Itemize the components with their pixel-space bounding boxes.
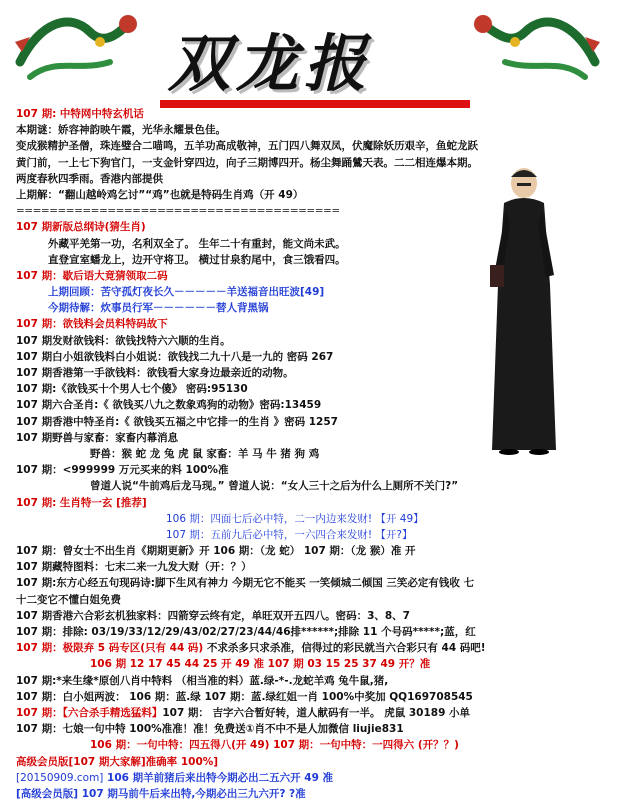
line-segment: 107 期：极限弃 5 码专区(只有 44 码) [16,642,204,655]
text-line-11 [16,268,606,284]
line-segment: 107 期: 生肖特一玄 [推荐] [16,496,147,509]
line-segment: 107 期香港中特圣肖:《 欲钱买五福之中它排一的生肖 》密码 1257 [16,415,338,428]
text-line-13 [16,300,606,316]
line-segment: 107 期：【六合杀手精选猛料】 [16,706,163,719]
text-line-39 [16,721,606,737]
line-segment: 106 期：一句中特：四五得八(开 49) 107 期：一句中特：一四得六 (开？？) [90,739,459,752]
text-line-9 [16,236,606,252]
line-segment: 十二变它不懂白姐免费 [16,593,121,606]
text-line-7 [16,203,606,219]
text-line-20 [16,414,606,430]
line-segment: 107 期发财欲钱料：欲钱找特六六顺的生肖。 [16,334,231,347]
page-title: 双龙报 [168,27,373,100]
line-segment: 107 期：排除: 03/19/33/12/29/43/02/27/23/44/46排******;排除 11 个号码*****;蓝，红 [16,626,476,638]
line-segment: 107 期：歇后语大竟猜领取二码 [16,269,168,282]
text-line-6 [16,187,606,203]
line-segment: 107 期：白小姐两波： 106 期：蓝.绿 107 期：蓝.绿红姐一肖 100%中奖加 QQ169708545 [16,690,473,703]
text-line-26 [16,511,606,527]
main-content [16,106,606,802]
text-line-38 [16,705,606,721]
line-segment: 两度春秋四季雨。香港内部提供 [16,172,163,185]
text-line-30 [16,575,606,591]
line-segment: 107 期:《欲钱买十个男人七个傻》 密码:95130 [16,383,248,396]
line-segment: 107 期：<999999 万元买来的料 100%准 [16,464,229,477]
text-line-1 [16,106,606,122]
line-segment: 中特网中特玄机话 [56,108,144,120]
text-line-34 [16,640,606,656]
line-segment: 野兽：猴 蛇 龙 兔 虎 鼠 家畜：羊 马 牛 猪 狗 鸡 [90,447,320,460]
line-segment: 上期解：“翻山越岭鸡乞讨”“鸡”也就是特码生肖鸡（开 49） [16,188,304,201]
text-line-5 [16,171,606,187]
line-segment: 变成猴精护圣僧，珠连璧合二喵鸣，五羊功高成敬神，五门四八舞双凤，伏魔除妖历艰辛，鱼蛇龙跃 [16,140,478,153]
line-segment: 107 期野兽与家畜：家畜内幕消息 [16,431,179,444]
text-line-23 [16,462,606,478]
text-line-8 [16,219,606,235]
text-line-17 [16,365,606,381]
line-segment: 107 期：曾女士不出生肖《期期更新》开 106 期：（龙 蛇） 107 期：（龙 猴）准 开 [16,545,416,558]
text-line-12 [16,284,606,300]
line-segment: 107 期: [16,108,57,120]
text-line-40 [16,737,606,753]
text-line-35 [16,656,606,672]
text-line-22 [16,446,606,462]
text-line-19 [16,397,606,413]
line-segment: 107 期六合圣肖:《 欲钱买八九之数象鸡狗的动物》密码:13459 [16,399,322,412]
text-line-31 [16,592,606,608]
line-segment: 107 期藏特图料：七末二来一九发大财（开：？） [16,561,252,574]
line-segment: 107 期香港第一手欲钱料：欲钱看大家身边最亲近的动物。 [16,367,294,379]
line-segment: 107 期： 吉字六合暂好转，道人献码有一半。 虎鼠 30189 小单 [162,706,471,719]
right-dragon-icon [455,2,605,92]
text-line-27 [16,527,606,543]
text-line-37 [16,689,606,705]
text-line-43 [16,786,606,802]
line-segment: [高级会员版] 107 期马前牛后来出特,今期必出三九六开? ?准 [16,787,306,800]
page-header [0,0,619,100]
line-segment: ======================================= [16,205,340,218]
line-segment: 107 期：七娘一句中特 100%准准！准！免费送①肖不中不是人加微信 liujie831 [16,723,404,736]
text-line-16 [16,349,606,365]
line-segment: 106 期 12 17 45 44 25 开 49 准 107 期 03 15 25 37 49 开？准 [90,658,431,671]
text-line-10 [16,252,606,268]
text-line-24 [16,478,606,494]
line-segment: 高级会员版[107 期大家解]准确率 100%] [16,755,219,768]
line-segment: 107 期白小姐欲钱料白小姐说：欲钱找二九十八是一九的 密码 267 [16,350,334,363]
line-segment: 外藏平羌第一功，名利双全了。 生年二十有重封，能文尚未武。 [48,237,346,250]
line-segment: 今期待解：炊事员行军－－－－－－替人背黑锅 [48,302,269,315]
line-segment: 106 期羊前猪后来出特今期必出二五六开 49 准 [103,771,334,784]
text-line-33 [16,624,606,640]
text-line-4 [16,155,606,171]
line-segment: 107 期：欲钱料会员料特码故下 [16,318,168,331]
text-line-15 [16,333,606,349]
line-segment: 107 期新版总纲诗(猜生肖) [16,221,146,234]
text-line-32 [16,608,606,624]
line-segment: 107 期:*来生缘*原创八肖中特料 （相当准的料）蓝.绿-*-.龙蛇羊鸡 兔牛鼠,猪, [16,674,389,687]
text-line-18 [16,381,606,397]
line-segment: 上期回顾：苦守孤灯夜长久－－－－－羊送福音出旺波[49] [48,286,325,299]
line-segment: 107 期:东方心经五句现码诗:脚下生风有神力 今期无它不能买 一笑倾城二倾国 三笑必定有钱收 七 [16,577,475,590]
line-segment: 黄门前，一上七下狗官门，一支金针穿四边，向子三期博四开。杨尘舞踊鷥天表。二二相连爆本期。 [16,156,478,169]
line-segment: 106 期：四面七后必中特，二一内边来发财! 【开 49】 [166,512,424,525]
text-line-29 [16,559,606,575]
line-segment: [20150909.com] [16,771,104,784]
line-segment: 曾道人说“牛前鸡后龙马现。” 曾道人说：“女人三十之后为什么上厕所不关门?” [90,480,459,493]
text-line-42 [16,770,606,786]
text-line-3 [16,138,606,154]
text-line-41 [16,754,606,770]
text-line-14 [16,316,606,332]
line-segment: 直登宣室蟠龙上，边开守将卫。 横过甘泉豹尾中，食三饿看四。 [48,253,346,266]
line-segment: 本期谜：娇容神韵映午霞，光华永耀景色佳。 [16,124,226,137]
text-line-2 [16,122,606,138]
text-line-21 [16,430,606,446]
text-line-36 [16,673,606,689]
line-segment: 不求杀多只求杀准，信得过的彩民就当六合彩只有 44 码吧! [203,642,486,655]
line-segment: 107 期香港六合彩玄机独家料：四箭穿云终有定，单旺双开五四八。密码：3、8、7 [16,609,410,622]
text-line-28 [16,543,606,559]
left-dragon-icon [10,2,140,92]
text-line-25 [16,495,606,511]
line-segment: 107 期：五前九后必中特，一六四合来发财! 【开?】 [166,528,413,541]
